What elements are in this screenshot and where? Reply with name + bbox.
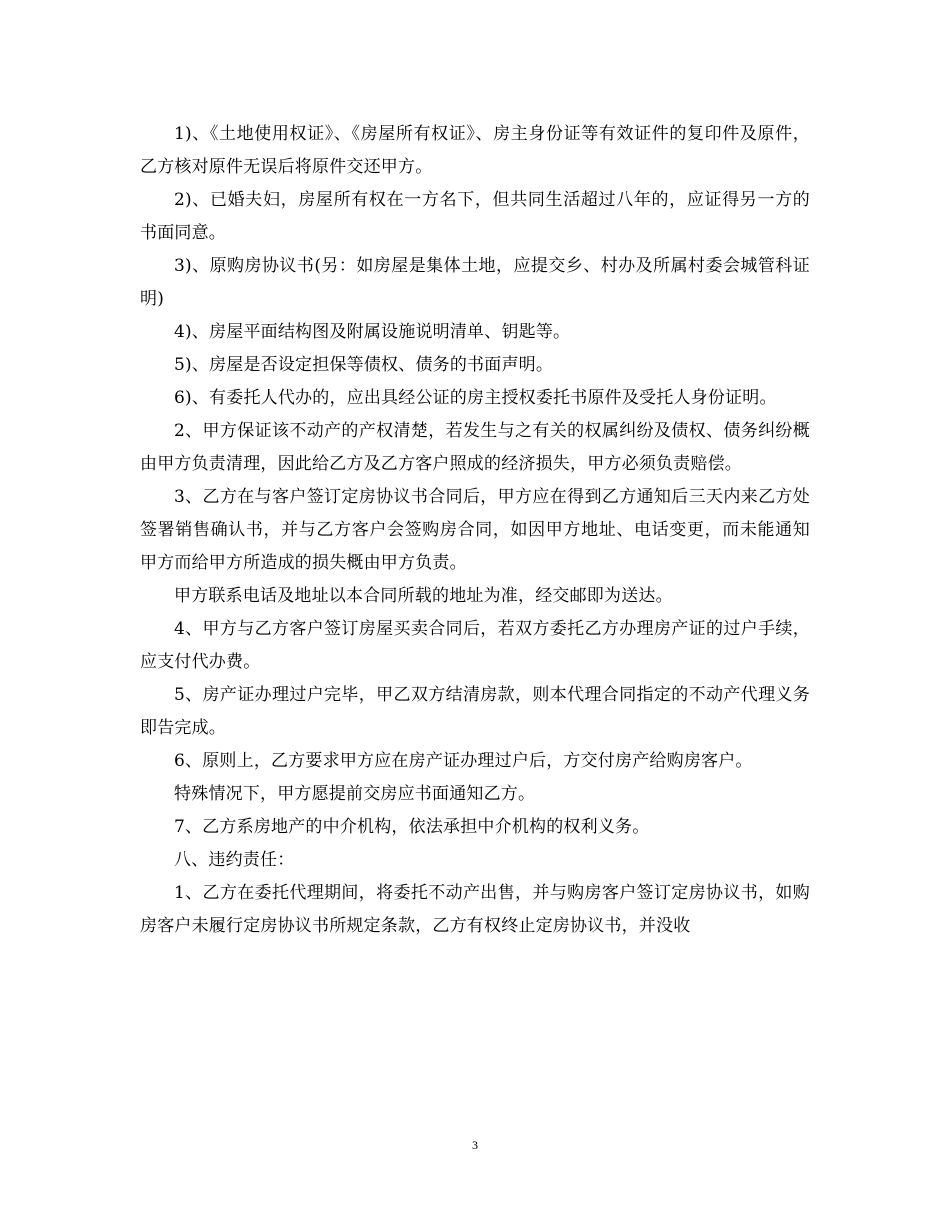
paragraph-7-agency-rights: 7、乙方系房地产的中介机构，依法承担中介机构的权利义务。 (174, 817, 650, 837)
paragraph-4-transfer-fee: 4、甲方与乙方客户签订房屋买卖合同后，若双方委托乙方办理房产证的过户手续，应支付代办费。 (140, 619, 810, 672)
paragraph-2-title-clear: 2、甲方保证该不动产的产权清楚，若发生与之有关的权属纠纷及债权、债务纠纷概由甲方负责清理，因此给乙方及乙方客户照成的经济损失，甲方必须负责赔偿。 (140, 421, 810, 474)
paragraph-breach-1: 1、乙方在委托代理期间，将委托不动产出售，并与购房客户签订定房协议书，如购房客户未履行定房协议书所规定条款，乙方有权终止定房协议书，并没收 (140, 883, 810, 936)
paragraph-1-4-floor-plan: 4)、房屋平面结构图及附属设施说明清单、钥匙等。 (174, 322, 571, 342)
paragraph-6-handover: 6、原则上，乙方要求甲方应在房产证办理过户后，方交付房产给购房客户。 (174, 751, 753, 771)
paragraph-1-3-original-agreement: 3)、原购房协议书(另：如房屋是集体土地，应提交乡、村办及所属村委会城管科证明) (140, 256, 810, 309)
paragraph-1-1-documents: 1)、《土地使用权证》、《房屋所有权证》、房主身份证等有效证件的复印件及原件，乙方核对原件无误后将原件交还甲方。 (140, 124, 810, 177)
page-number: 3 (472, 1138, 478, 1152)
paragraph-1-5-guarantee-statement: 5)、房屋是否设定担保等债权、债务的书面声明。 (174, 355, 554, 375)
document-body (140, 118, 810, 943)
paragraph-5-completion: 5、房产证办理过户完毕，甲乙双方结清房款，则本代理合同指定的不动产代理义务即告完成。 (140, 685, 810, 738)
paragraph-special-circumstances: 特殊情况下，甲方愿提前交房应书面通知乙方。 (174, 784, 536, 804)
paragraph-contact-address: 甲方联系电话及地址以本合同所载的地址为准，经交邮即为送达。 (174, 586, 673, 606)
paragraph-1-2-spouse-consent: 2)、已婚夫妇，房屋所有权在一方名下，但共同生活超过八年的，应证得另一方的书面同意。 (140, 190, 810, 243)
paragraph-1-6-power-of-attorney: 6)、有委托人代办的，应出具经公证的房主授权委托书原件及受托人身份证明。 (174, 388, 777, 408)
section-heading-breach-liability: 八、违约责任： (174, 850, 295, 870)
paragraph-3-sales-confirmation: 3、乙方在与客户签订定房协议书合同后，甲方应在得到乙方通知后三天内来乙方处签署销售确认书，并与乙方客户会签购房合同，如因甲方地址、电话变更，而未能通知甲方而给甲方所造成的损失概由甲方负责。 (140, 487, 810, 573)
